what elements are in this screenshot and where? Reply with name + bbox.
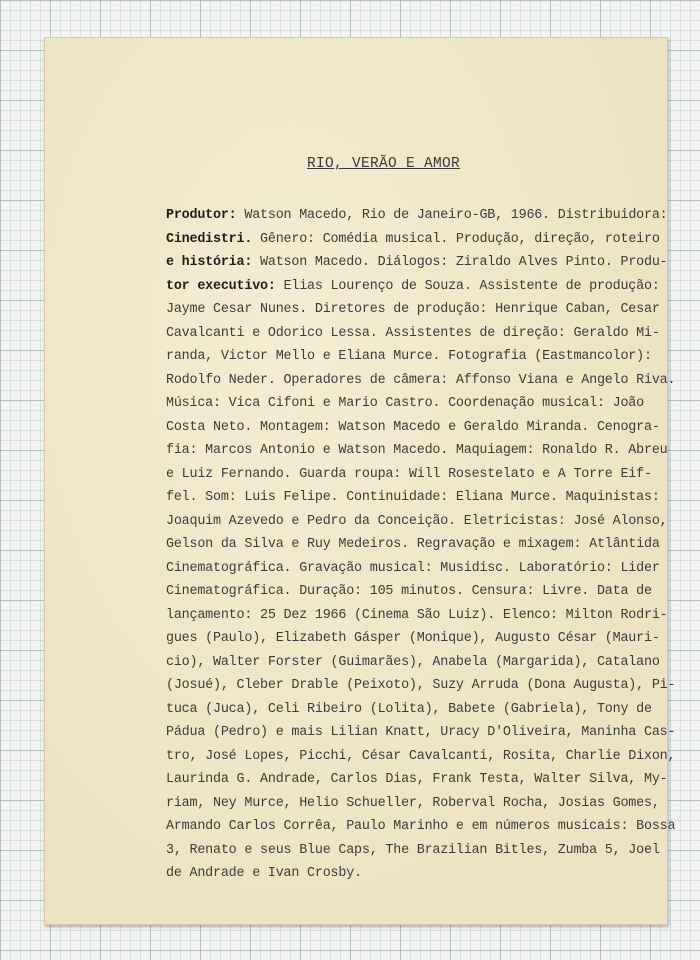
text-line (166, 392, 700, 416)
credit-text: Gelson da Silva e Ruy Medeiros. Regravação e mixagem: Atlântida (166, 537, 660, 552)
credit-text: e Luiz Fernando. Guarda roupa: Will Rosestelato e A Torre Eif- (166, 466, 652, 482)
text-line (166, 745, 700, 769)
credit-heading: e história: (166, 255, 253, 270)
text-line (166, 580, 700, 604)
credit-text: Armando Carlos Corrêa, Paulo Marinho e em números musicais: Bossa (166, 819, 676, 834)
text-line (166, 862, 700, 886)
credit-text: lançamento: 25 Dez 1966 (Cinema São Luiz). Elenco: Milton Rodri- (166, 607, 668, 623)
text-line (166, 651, 700, 675)
credit-text: Costa Neto. Montagem: Watson Macedo e Geraldo Miranda. Cenogra- (166, 419, 660, 435)
credit-text: de Andrade e Ivan Crosby. (166, 866, 362, 881)
text-line (166, 839, 700, 863)
text-line (166, 721, 700, 745)
credit-text: Laurinda G. Andrade, Carlos Dias, Frank Testa, Walter Silva, My- (166, 772, 668, 787)
document-body (166, 204, 700, 886)
text-line (166, 369, 700, 393)
text-line (166, 604, 700, 628)
text-line (166, 768, 700, 792)
credit-text: 3, Renato e seus Blue Caps, The Brazilian Bitles, Zumba 5, Joel (166, 842, 660, 858)
text-line (166, 463, 700, 487)
credit-text: Cavalcanti e Odorico Lessa. Assistentes de direção: Geraldo Mi- (166, 325, 660, 341)
credit-text: randa, Victor Mello e Eliana Murce. Fotografia (Eastmancolor): (166, 349, 652, 364)
credit-text: Jayme Cesar Nunes. Diretores de produção: Henrique Caban, Cesar (166, 302, 660, 317)
text-line (166, 792, 700, 816)
credit-text: riam, Ney Murce, Helio Schueller, Roberval Rocha, Josias Gomes, (166, 795, 660, 811)
text-line (166, 486, 700, 510)
credit-heading: Cinedistri. (166, 231, 253, 247)
text-line (166, 439, 700, 463)
text-line (166, 674, 700, 698)
text-line (166, 345, 700, 369)
credit-text: Gênero: Comédia musical. Produção, direção, roteiro (252, 231, 660, 247)
text-line (166, 698, 700, 722)
text-line (166, 322, 700, 346)
text-line (166, 510, 700, 534)
credit-text: tro, José Lopes, Picchi, César Cavalcanti, Rosita, Charlie Dixon, (166, 748, 676, 764)
credit-text: Rodolfo Neder. Operadores de câmera: Affonso Viana e Angelo Riva. (166, 372, 676, 388)
document-sheet (44, 37, 676, 925)
credit-text: fia: Marcos Antonio e Watson Macedo. Maquiagem: Ronaldo R. Abreu (166, 443, 668, 458)
credit-text: Música: Vica Cifoni e Mario Castro. Coordenação musical: João (166, 396, 644, 411)
credit-text: cio), Walter Forster (Guimarães), Anabela (Margarida), Catalano (166, 654, 660, 670)
text-line (166, 298, 700, 322)
text-line (166, 533, 700, 557)
credit-text: Cinematográfica. Gravação musical: Musidisc. Laboratório: Lider (166, 560, 660, 576)
text-line (166, 228, 700, 252)
text-line (166, 275, 700, 299)
credit-heading: Produtor: (166, 208, 237, 223)
credit-text: Cinematográfica. Duração: 105 minutos. Censura: Livre. Data de (166, 584, 652, 599)
credit-text: Elias Lourenço de Souza. Assistente de produção: (275, 278, 660, 294)
credit-text: fel. Som: Luis Felipe. Continuidade: Eliana Murce. Maquinistas: (166, 490, 660, 505)
credit-text: Watson Macedo. Diálogos: Ziraldo Alves Pinto. Produ- (252, 255, 668, 270)
credit-heading: tor executivo: (166, 278, 276, 294)
credit-text: gues (Paulo), Elizabeth Gásper (Monique), Augusto César (Mauri- (166, 631, 660, 646)
text-line (166, 251, 700, 275)
credit-text: Watson Macedo, Rio de Janeiro-GB, 1966. Distribuidora: (236, 208, 668, 223)
text-line (166, 627, 700, 651)
text-line (166, 815, 700, 839)
credit-text: tuca (Juca), Celi Ribeiro (Lolita), Babete (Gabriela), Tony de (166, 701, 652, 717)
credit-text: Pádua (Pedro) e mais Lilian Knatt, Uracy D'Oliveira, Maninha Cas- (166, 725, 676, 740)
text-line (166, 557, 700, 581)
credit-text: Joaquim Azevedo e Pedro da Conceição. Eletricistas: José Alonso, (166, 513, 668, 529)
text-line (166, 416, 700, 440)
document-title: RIO, VERÃO E AMOR (307, 156, 461, 172)
credit-text: (Josué), Cleber Drable (Peixoto), Suzy Arruda (Dona Augusta), Pi- (166, 678, 676, 693)
text-line (166, 204, 700, 228)
